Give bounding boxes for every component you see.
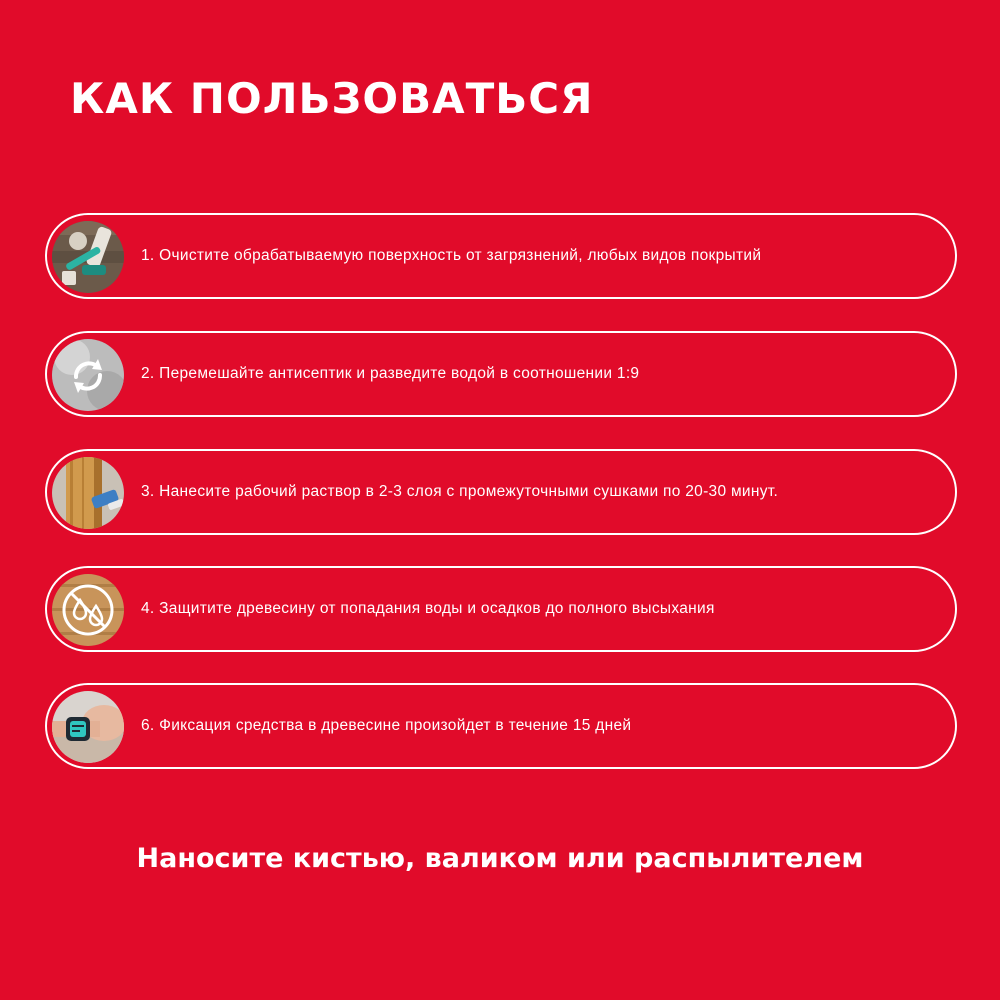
wristwatch-icon (52, 691, 124, 763)
page-title: КАК ПОЛЬЗОВАТЬСЯ (70, 74, 594, 123)
step-item-1 (45, 213, 957, 299)
step-item-3 (45, 449, 957, 535)
footer-caption: Наносите кистью, валиком или распылителем (136, 843, 864, 874)
step-text-4: 4. Защитите древесину от попадания воды и осадков до полного высыхания (141, 600, 715, 617)
step-item-5 (45, 683, 957, 769)
step-text-5: 6. Фиксация средства в древесине произойдет в течение 15 дней (141, 717, 632, 734)
step-text-2: 2. Перемешайте антисептик и разведите водой в соотношении 1:9 (141, 365, 640, 382)
cleaning-tools-icon (52, 221, 124, 293)
brush-on-wood-icon (52, 457, 124, 529)
step-text-1: 1. Очистите обрабатываемую поверхность от загрязнений, любых видов покрытий (141, 247, 762, 264)
step-item-2 (45, 331, 957, 417)
no-water-drops-icon (52, 574, 124, 646)
step-item-4 (45, 566, 957, 652)
refresh-arrows-icon (52, 339, 124, 411)
step-text-3: 3. Нанесите рабочий раствор в 2-3 слоя с промежуточными сушками по 20-30 минут. (141, 483, 779, 500)
